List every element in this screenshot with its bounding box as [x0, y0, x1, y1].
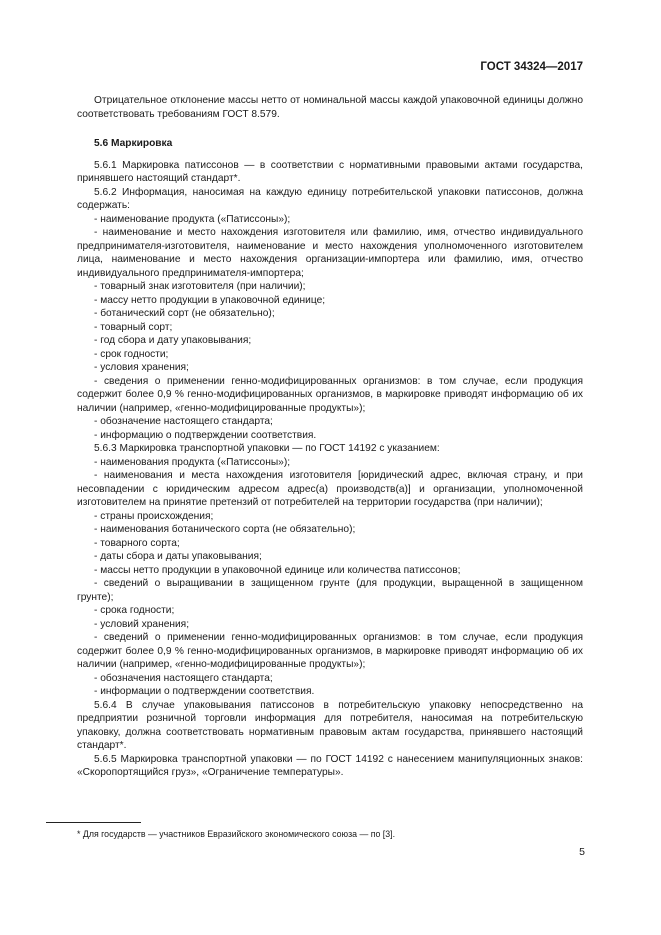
list-item: - информацию о подтверждении соответствия. — [94, 429, 317, 441]
page-number: 5 — [579, 846, 585, 858]
list-item: - год сбора и дату упаковывания; — [94, 335, 252, 346]
list-item: - даты сбора и даты упаковывания; — [94, 551, 262, 562]
list-item: - сведения о применении генно-модифицированных организмов: в том случае, если продукция содержит более 0,9 % генно-модифицированных организмов, в маркировке приводят информацию об их наличии (например, «генно-модифицированные продукты»); — [77, 375, 583, 414]
list-item: - массу нетто продукции в упаковочной единице; — [94, 294, 326, 306]
list-item: - сведений о выращивании в защищенном грунте (для продукции, выращенной в защищенном грунте); — [77, 578, 583, 603]
footnote-divider — [46, 822, 141, 823]
list-item: - срока годности; — [94, 605, 175, 616]
paragraph-5-6-4: 5.6.4 В случае упаковывания патиссонов в потребительскую упаковку непосредственно на предприятии розничной торговли информация для потребителя, наносимая на потребительскую упаковку, должна соответствовать нормативным правовым актам государства, принявшего настоящий стандарт*. — [77, 699, 583, 751]
paragraph-5-6-5: 5.6.5 Маркировка транспортной упаковки — по ГОСТ 14192 с нанесением манипуляционных знаков: «Скоропортящийся груз», «Ограничение температуры». — [77, 753, 583, 778]
footnote: * Для государств — участников Евразийского экономического союза — по [3]. — [77, 829, 396, 839]
list-item: - страны происхождения; — [94, 510, 214, 522]
list-item: - товарного сорта; — [94, 537, 180, 549]
list-item: - товарный сорт; — [94, 321, 173, 333]
list-item: - обозначение настоящего стандарта; — [94, 416, 273, 427]
paragraph-5-6-3: 5.6.3 Маркировка транспортной упаковки — по ГОСТ 14192 с указанием: — [94, 443, 440, 454]
list-item: - условий хранения; — [94, 618, 190, 630]
section-heading: 5.6 Маркировка — [94, 138, 173, 149]
document-body — [77, 94, 583, 780]
list-item: - обозначения настоящего стандарта; — [94, 672, 273, 684]
list-item: - наименования продукта («Патиссоны»); — [94, 456, 291, 468]
list-item: - срок годности; — [94, 348, 169, 360]
list-item: - наименования ботанического сорта (не обязательно); — [94, 524, 356, 535]
list-item: - условия хранения; — [94, 362, 189, 373]
list-item: - информации о подтверждении соответствия. — [94, 686, 315, 697]
consumer-label-list — [77, 213, 583, 443]
list-item: - наименования и места нахождения изготовителя [юридический адрес, включая страну, и при несовпадении с юридическим адресом адрес(а) производств(а)] и организации, уполномоченной изготовителем на принятие претензий от потребителей на территории государства (при наличии); — [77, 470, 583, 508]
spacer — [77, 151, 583, 159]
list-item: - наименование и место нахождения изготовителя или фамилию, имя, отчество индивидуального предпринимателя-изготовителя, наименование и место нахождения уполномоченного изготовителем лица, наименование и место нахождения организации-импортера или фамилию, имя, отчество индивидуального предпринимателя-импортера; — [77, 227, 583, 279]
standard-header: ГОСТ 34324—2017 — [480, 61, 583, 73]
intro-paragraph: Отрицательное отклонение массы нетто от номинальной массы каждой упаковочной единицы должно соответствовать требованиям ГОСТ 8.579. — [77, 95, 583, 120]
list-item: - массы нетто продукции в упаковочной единице или количества патиссонов; — [94, 564, 461, 576]
spacer — [77, 121, 583, 137]
list-item: - ботанический сорт (не обязательно); — [94, 308, 275, 319]
paragraph-5-6-2: 5.6.2 Информация, наносимая на каждую единицу потребительской упаковки патиссонов, должна содержать: — [77, 186, 583, 211]
list-item: - сведений о применении генно-модифицированных организмов: в том случае, если продукция содержит более 0,9 % генно-модифицированных организмов, в маркировке приводят информацию об их наличии (например, «генно-модифицированные продукты»); — [77, 632, 583, 670]
list-item: - наименование продукта («Патиссоны»); — [94, 213, 291, 225]
list-item: - товарный знак изготовителя (при наличии); — [94, 281, 306, 292]
paragraph-5-6-1: 5.6.1 Маркировка патиссонов — в соответствии с нормативными правовыми актами государства, принявшего настоящий стандарт*. — [77, 159, 583, 184]
transport-label-list — [77, 456, 583, 699]
